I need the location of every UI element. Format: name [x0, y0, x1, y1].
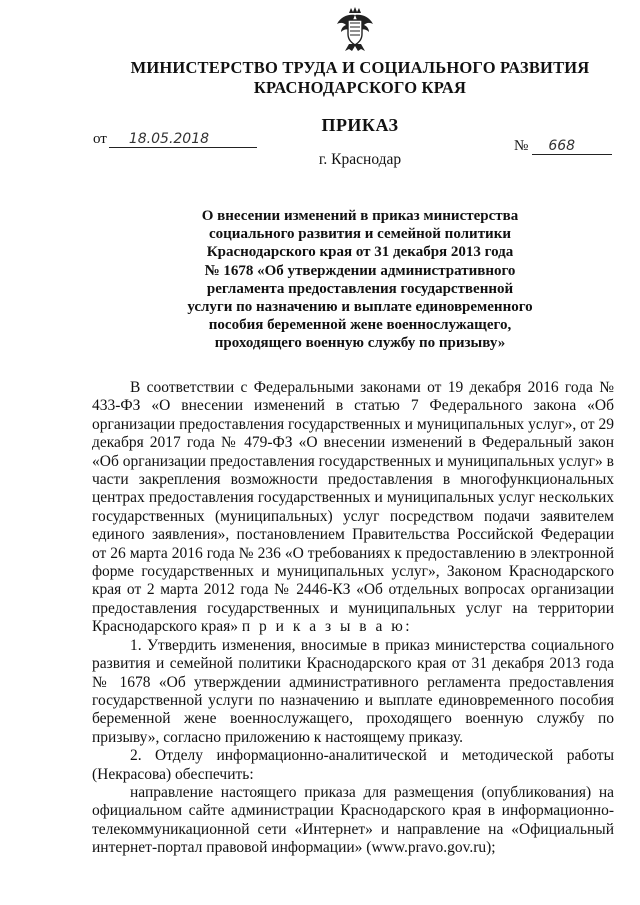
- subject-line: регламента предоставления государственной: [206, 280, 514, 297]
- preamble-text: В соответствии с Федеральными законами от 19 декабря 2016 года № 433-ФЗ «О внесении изменений в статью 7 Федерального закона «Об организации предоставления государственных и муниципальных услуг», от 29 декабря 2017 года № 479-ФЗ «О внесении изменений в Федеральный закон «Об организации предоставления государственных и муниципальных услуг» в части закрепления возможности предоставления в многофункциональных центрах предоставления государственных и муниципальных услуг нескольких государственных (муниципальных) услуг посредством подачи заявителем единого заявления», постановлением Правительства Российской Федерации от 26 марта 2016 года № 236 «О требованиях к предоставлению в электронной форме государственных и муниципальных услуг», Законом Краснодарского края от 2 марта 2012 года № 2446-КЗ «Об отдельных вопросах организации предоставления государственных и муниципальных услуг на территории Краснодарского края»: [92, 379, 614, 636]
- subject-line: пособия беременной жене военнослужащего,: [208, 317, 512, 334]
- city: г. Краснодар: [318, 151, 402, 168]
- preamble-paragraph: [92, 379, 614, 637]
- order-body: [92, 379, 614, 858]
- item-2-paragraph: 2. Отделу информационно-аналитической и методической работы (Некрасова) обеспечить:: [92, 747, 614, 783]
- ministry-line-1: МИНИСТЕРСТВО ТРУДА И СОЦИАЛЬНОГО РАЗВИТИЯ: [130, 58, 590, 77]
- order-subject: [150, 207, 570, 353]
- subject-line: № 1678 «Об утверждении административного: [204, 262, 516, 279]
- number-prefix: №: [514, 138, 529, 154]
- date-prefix: от: [93, 131, 107, 147]
- subject-line: Краснодарского края от 31 декабря 2013 года: [206, 244, 514, 261]
- order-title: ПРИКАЗ: [321, 115, 399, 135]
- subject-line: услуги по назначению и выплате единовременного: [187, 299, 533, 316]
- ministry-line-2: КРАСНОДАРСКОГО КРАЯ: [253, 78, 467, 97]
- order-date: [93, 131, 257, 148]
- item-1-paragraph: 1. Утвердить изменения, вносимые в приказ министерства социального развития и семейной политики Краснодарского края от 31 декабря 2013 года № 1678 «Об утверждении административного регламента предоставления государственной услуги по назначению и выплате единовременного пособия беременной жене военнослужащего, проходящего военную службу по призыву», согласно приложению к настоящему приказу.: [92, 636, 614, 746]
- date-value: 18.05.2018: [109, 131, 257, 148]
- ministry-name: [100, 58, 620, 98]
- coat-of-arms-icon: [335, 6, 375, 52]
- subject-line: проходящего военную службу по призыву»: [214, 335, 506, 352]
- subject-line: социального развития и семейной политики: [209, 226, 511, 243]
- number-value: 668: [532, 138, 612, 155]
- item-2a-paragraph: направление настоящего приказа для размещения (опубликования) на официальном сайте администрации Краснодарского края в информационно-телекоммуникационной сети «Интернет» и направление на «Официальный интернет-портал правовой информации» (www.pravo.gov.ru);: [92, 783, 614, 857]
- subject-line: О внесении изменений в приказ министерства: [201, 208, 519, 224]
- prikazyvayu-word: п р и к а з ы в а ю:: [241, 618, 413, 636]
